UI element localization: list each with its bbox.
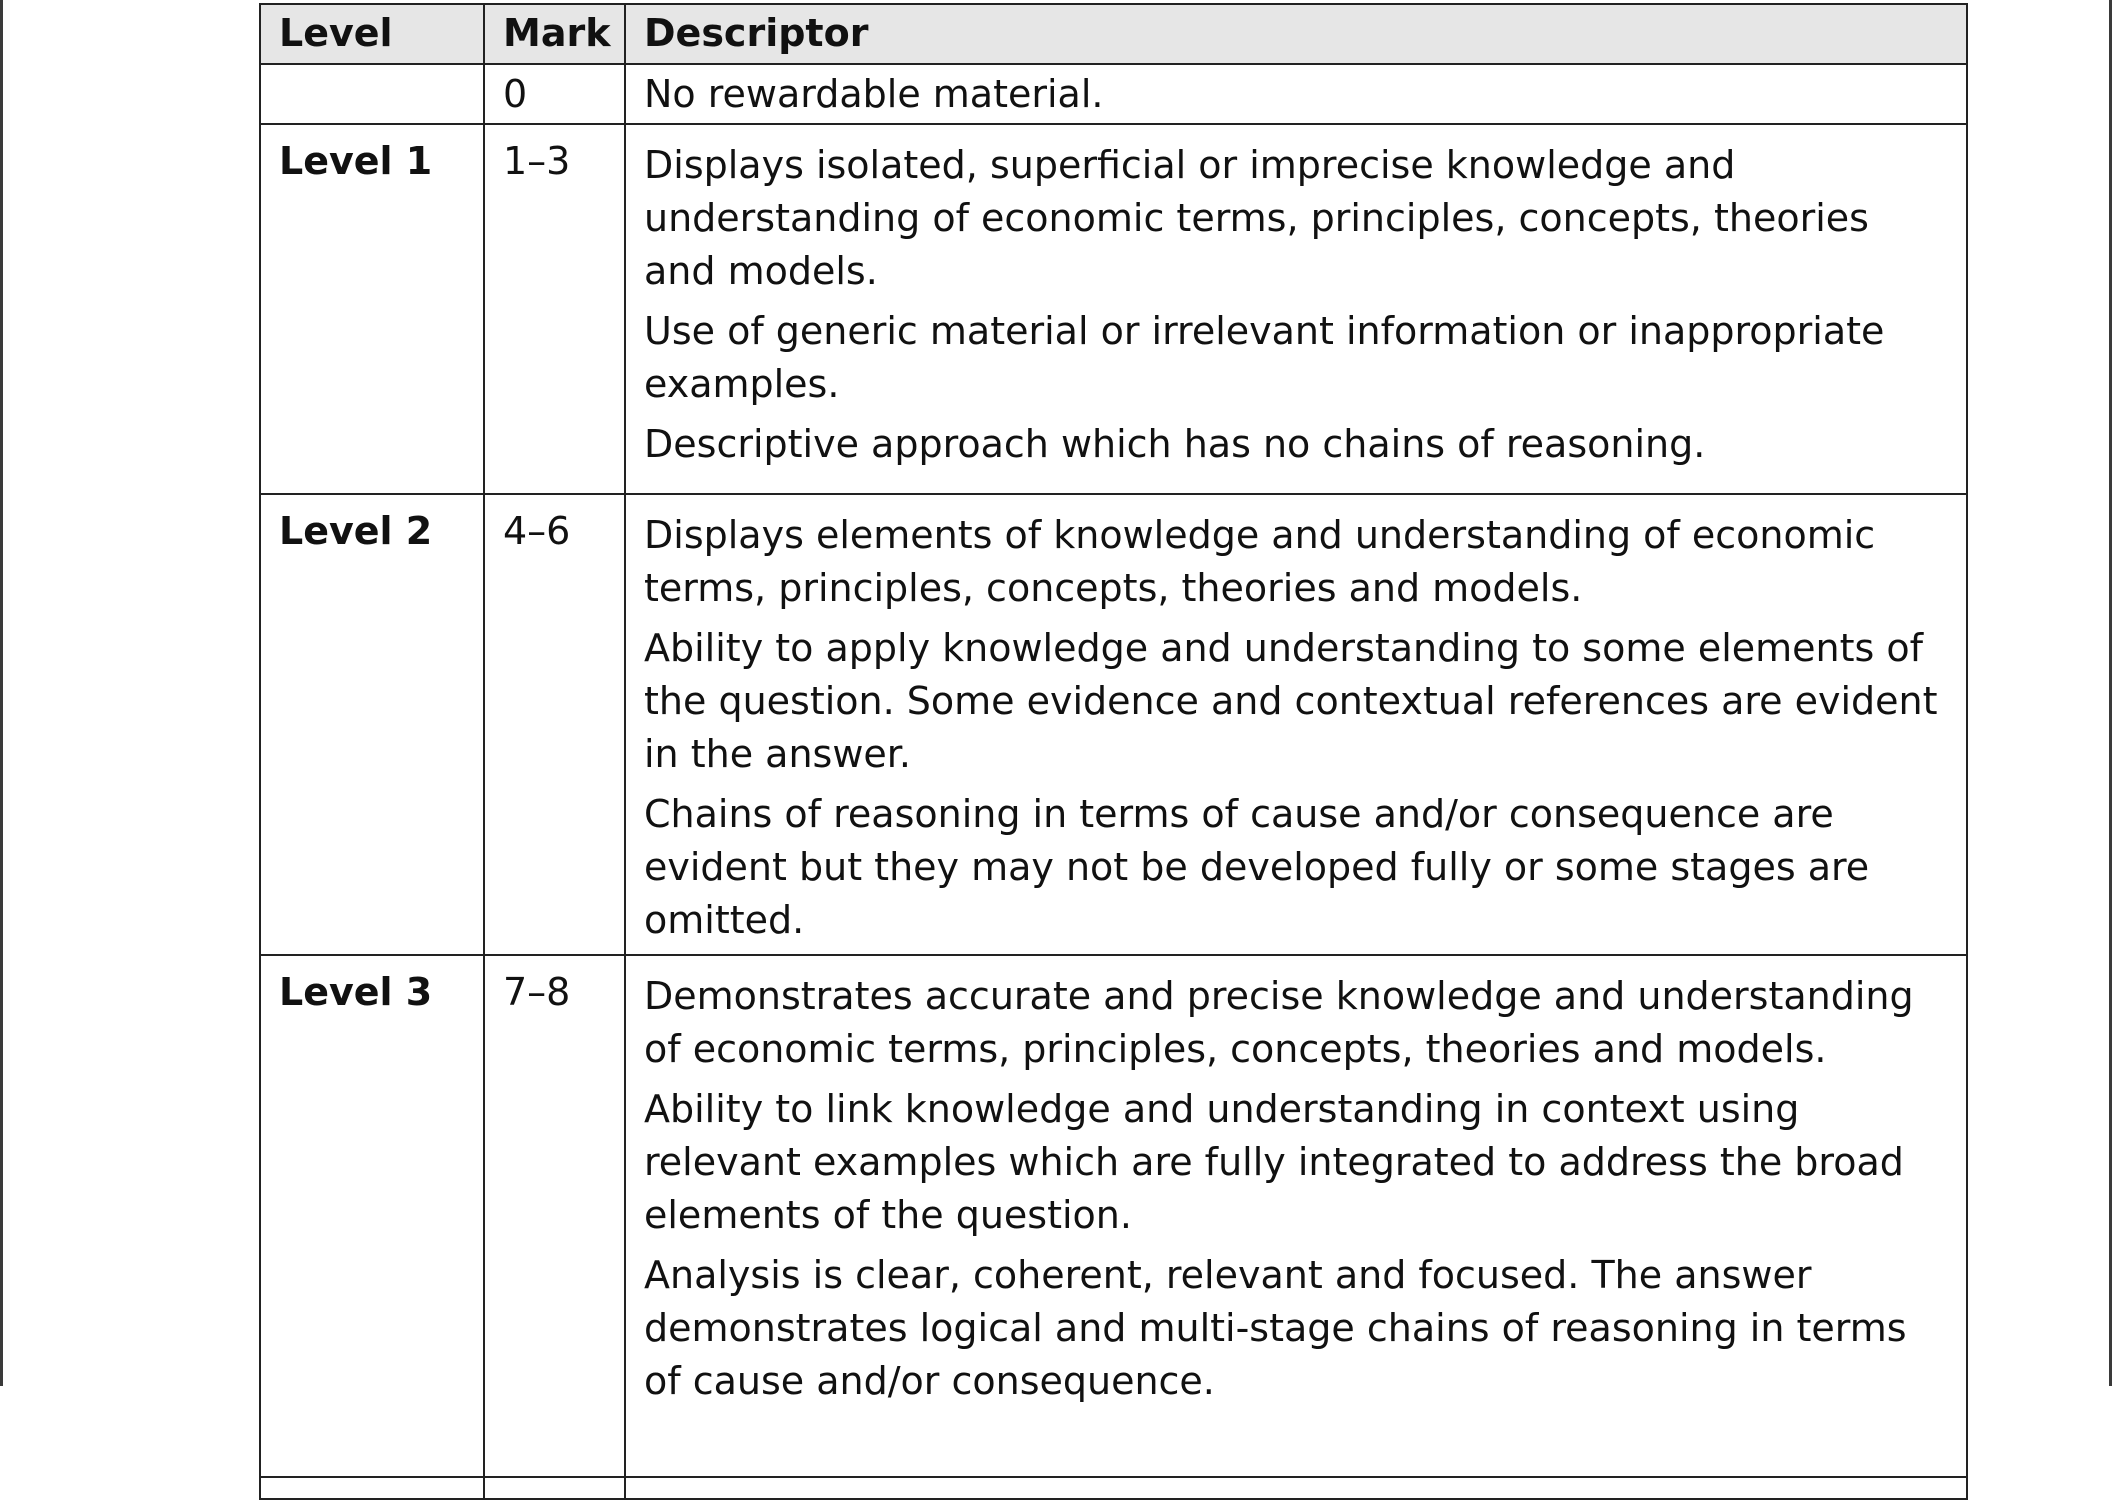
level-cell: Level 3 [260, 955, 484, 1477]
descriptor-text: No rewardable material. [644, 72, 1104, 116]
descriptor-paragraph: Analysis is clear, coherent, relevant and focused. The answer demonstrates logical and multi-stage chains of reasoning in terms of cause and/or consequence. [644, 1253, 1907, 1403]
level-cell [260, 1477, 484, 1499]
mark-cell: 4–6 [484, 494, 625, 955]
header-level: Level [260, 4, 484, 64]
descriptor-paragraph: Ability to link knowledge and understanding in context using relevant examples which are fully integrated to address the broad elements of the question. [644, 1087, 1904, 1237]
descriptor-paragraph: Demonstrates accurate and precise knowledge and understanding of economic terms, principles, concepts, theories and models. [644, 974, 1914, 1071]
levels-mark-scheme-table [259, 3, 1968, 1500]
page-left-border [0, 0, 3, 1386]
descriptor-cell [625, 64, 1967, 124]
level-cell: Level 1 [260, 124, 484, 494]
descriptor-paragraph: Use of generic material or irrelevant information or inappropriate examples. [644, 309, 1885, 406]
table-row-level-1 [260, 124, 1967, 494]
descriptor-paragraph: Displays elements of knowledge and understanding of economic terms, principles, concepts, theories and models. [644, 513, 1876, 610]
header-mark: Mark [484, 4, 625, 64]
mark-cell [484, 1477, 625, 1499]
descriptor-paragraph: Descriptive approach which has no chains of reasoning. [644, 422, 1706, 466]
mark-cell: 0 [484, 64, 625, 124]
descriptor-cell [625, 955, 1967, 1477]
table-row-level-2 [260, 494, 1967, 955]
descriptor-cell [625, 124, 1967, 494]
table-row-mark-0 [260, 64, 1967, 124]
header-descriptor: Descriptor [625, 4, 1967, 64]
table-row-level-3 [260, 955, 1967, 1477]
descriptor-cell [625, 494, 1967, 955]
level-cell [260, 64, 484, 124]
table-row-next-partial [260, 1477, 1967, 1499]
descriptor-paragraph: Ability to apply knowledge and understanding to some elements of the question. Some evidence and contextual references are evident in the answer. [644, 626, 1938, 776]
level-cell: Level 2 [260, 494, 484, 955]
mark-cell: 1–3 [484, 124, 625, 494]
mark-cell: 7–8 [484, 955, 625, 1477]
descriptor-paragraph: Displays isolated, superficial or imprecise knowledge and understanding of economic terms, principles, concepts, theories and models. [644, 143, 1869, 293]
table-header-row [260, 4, 1967, 64]
descriptor-paragraph: Chains of reasoning in terms of cause and/or consequence are evident but they may not be developed fully or some stages are omitted. [644, 792, 1870, 942]
descriptor-cell [625, 1477, 1967, 1499]
